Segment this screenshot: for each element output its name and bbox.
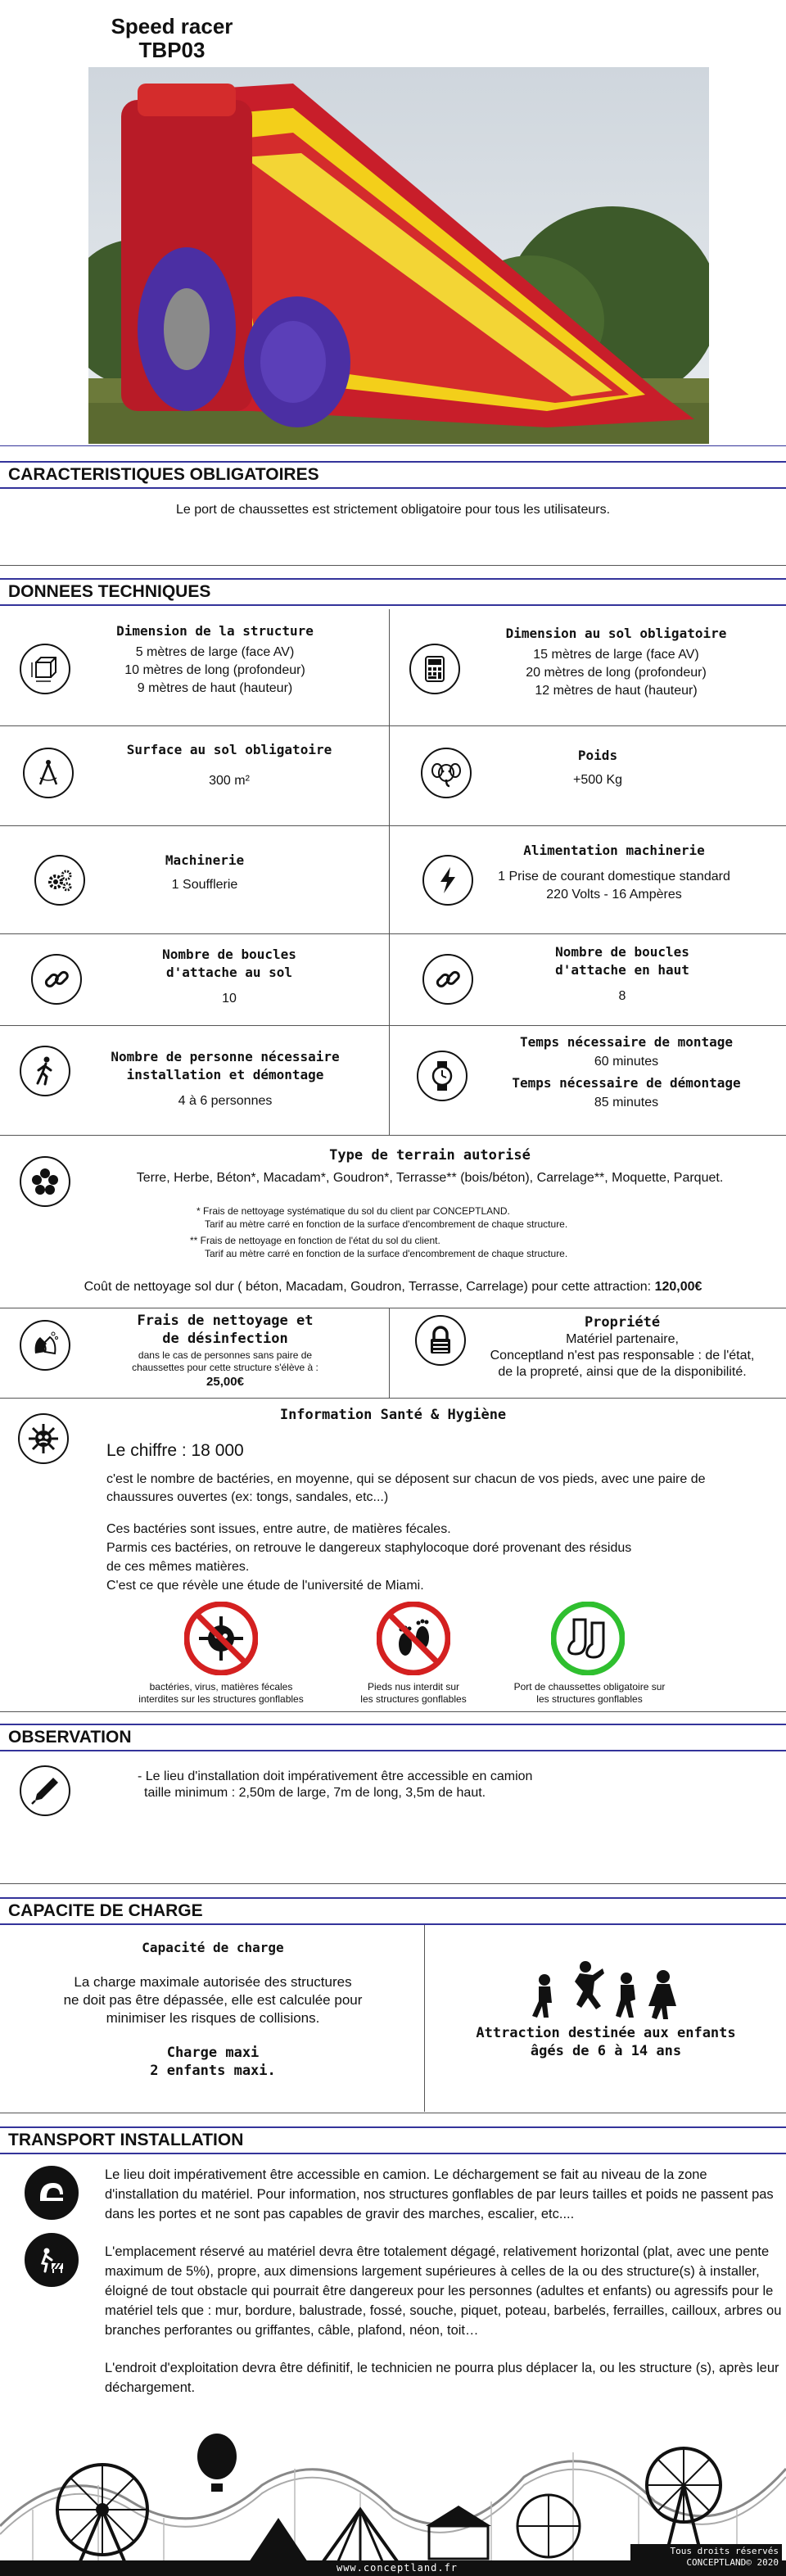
observation-line1: - Le lieu d'installation doit impérativement être accessible en camion <box>138 1769 533 1783</box>
divider <box>389 825 390 933</box>
sign1-caption <box>106 1681 336 1706</box>
product-title: Speed racer TBP03 <box>111 14 233 62</box>
copyright-line2: CONCEPTLAND© 2020 <box>686 2557 779 2568</box>
lightning-icon <box>422 855 473 906</box>
desinfection-value: 25,00€ <box>206 1375 244 1389</box>
cleaning-cost-text: Coût de nettoyage sol dur ( béton, Macadam, Goudron, Terrasse, Carrelage) pour cette attraction: <box>84 1280 655 1294</box>
section-heading-capacite: CAPACITE DE CHARGE <box>0 1897 786 1925</box>
section-heading-transport: TRANSPORT INSTALLATION <box>0 2126 786 2154</box>
montage-title: Temps nécessaire de montage <box>519 1034 734 1050</box>
elephant-icon <box>421 748 472 798</box>
boucles-sol-title-line2: d'attache au sol <box>165 965 293 980</box>
section-heading-donnees: DONNEES TECHNIQUES <box>0 578 786 606</box>
dimension-sol-length: 20 mètres de long (profondeur) <box>526 666 707 680</box>
compass-icon <box>23 748 74 798</box>
divider <box>424 1925 425 2112</box>
kids-age-line2: âgés de 6 à 14 ans <box>530 2043 682 2059</box>
section-heading-caracteristiques: CARACTERISTIQUES OBLIGATOIRES <box>0 461 786 489</box>
surface-value: 300 m² <box>209 774 250 788</box>
hygiene-paragraph2 <box>106 1520 737 1595</box>
machinerie-title: Machinerie <box>165 852 245 868</box>
boucles-haut-value: 8 <box>618 989 626 1003</box>
no-bare-feet-sign <box>377 1602 450 1675</box>
terrain-note1: * Frais de nettoyage systématique du sol du client par CONCEPTLAND. <box>196 1205 510 1217</box>
demontage-value: 85 minutes <box>594 1096 659 1109</box>
desinfection-title-line2: de désinfection <box>162 1331 288 1347</box>
surface-title: Surface au sol obligatoire <box>126 742 332 757</box>
divider <box>389 1025 390 1135</box>
chain-link-icon <box>31 954 82 1005</box>
divider <box>389 609 390 725</box>
boucles-sol-value: 10 <box>222 992 237 1006</box>
alimentation-block <box>483 842 745 904</box>
boucles-haut-title-line1: Nombre de boucles <box>555 944 689 960</box>
divider <box>389 725 390 825</box>
demontage-title: Temps nécessaire de démontage <box>512 1075 741 1091</box>
divider <box>0 1883 786 1884</box>
observation-line2: taille minimum : 2,50m de large, 7m de long, 3,5m de haut. <box>144 1786 486 1800</box>
capacite-line3: minimiser les risques de collisions. <box>106 2010 320 2026</box>
montage-block <box>491 1033 761 1112</box>
terrain-notes <box>190 1204 655 1260</box>
dimension-structure-height: 9 mètres de haut (hauteur) <box>137 681 293 695</box>
copyright <box>630 2544 782 2570</box>
terrain-title: Type de terrain autorisé <box>329 1147 531 1164</box>
section-heading-observation: OBSERVATION <box>0 1724 786 1751</box>
divider <box>0 725 786 726</box>
alimentation-title: Alimentation machinerie <box>523 843 705 858</box>
watch-icon <box>417 1051 468 1101</box>
divider <box>0 1711 786 1712</box>
capacite-line1: La charge maximale autorisée des structures <box>74 1974 352 1990</box>
dimension-structure-length: 10 mètres de long (profondeur) <box>124 663 305 677</box>
header <box>0 0 786 446</box>
surface-block <box>98 741 360 790</box>
hygiene-figure: Le chiffre : 18 000 <box>106 1441 244 1460</box>
dimension-sol-title: Dimension au sol obligatoire <box>505 626 727 641</box>
road-work-icon <box>25 2233 79 2287</box>
sign3-caption-line2: les structures gonflables <box>536 1693 643 1705</box>
boucles-haut-title-line2: d'attache en haut <box>555 962 689 978</box>
transport-paragraph1: Le lieu doit impérativement être accessible en camion. Le déchargement se fait au niveau de la zone d'installation du matériel. Pour information, nos structures gonflables de par leurs tailles et poids ne passent pas dans les portes et ne sont pas capables de gravir des marches, escalier, etc.... <box>105 2167 774 2221</box>
helmet-icon <box>25 2166 79 2220</box>
transport-paragraph3: L'endroit d'exploitation devra être définitif, le technicien ne pourra plus déplacer la, ou les structure (s), après leur déchargement. <box>105 2361 779 2395</box>
desinfection-text-line2: chaussettes pour cette structure s'élève à : <box>132 1362 318 1373</box>
divider <box>0 565 786 566</box>
walking-person-icon <box>20 1046 70 1096</box>
desinfection-text-line1: dans le cas de personnes sans paire de <box>138 1349 313 1361</box>
divider <box>389 1308 390 1398</box>
sign3-caption <box>483 1681 696 1706</box>
propriete-line1: Matériel partenaire, <box>566 1332 679 1346</box>
kids-age-text <box>442 2024 770 2060</box>
transport-paragraph2: L'emplacement réservé au matériel devra être totalement dégagé, relativement horizontal (plat, avec une pente maximum de 5%), propre, aux dimensions largement supérieures à celles de la ou des structure(s) à installer, éloigné de tout obstacle qui pourrait être dangereux pour les personnes (adultes et enfants) ou agressifs pour le matériel tels que : mur, bordure, balustrade, fossé, souche, piquet, poteau, barbelés, ferrailles, cailloux, arbres ou branches perforantes ou griffantes, câble, plafond, néon, toit… <box>105 2244 782 2338</box>
capacite-block <box>33 1939 393 2080</box>
cube-dimension-icon <box>20 644 70 694</box>
washing-hands-icon <box>20 1320 70 1371</box>
dimension-sol-height: 12 mètres de haut (hauteur) <box>535 684 698 698</box>
desinfection-title-line1: Frais de nettoyage et <box>137 1313 314 1329</box>
divider <box>0 1025 786 1026</box>
kids-age-line1: Attraction destinée aux enfants <box>476 2025 736 2041</box>
propriete-line2: Conceptland n'est pas responsable : de l'état, <box>490 1349 755 1363</box>
copyright-line1: Tous droits réservés <box>670 2546 779 2556</box>
terrain-note2: ** Frais de nettoyage en fonction de l'état du sol du client. <box>190 1235 440 1246</box>
divider <box>0 825 786 826</box>
chain-link-icon <box>422 954 473 1005</box>
padlock-icon <box>415 1315 466 1366</box>
cleaning-cost <box>0 1280 786 1295</box>
personnes-title-line2: installation et démontage <box>126 1067 324 1082</box>
poids-block <box>475 747 720 789</box>
montage-value: 60 minutes <box>594 1055 659 1069</box>
sign2-caption <box>315 1681 512 1706</box>
boucles-sol-block <box>106 946 352 1008</box>
personnes-value: 4 à 6 personnes <box>178 1094 273 1108</box>
boucles-haut-block <box>499 943 745 1006</box>
alimentation-voltage: 220 Volts - 16 Ampères <box>546 888 682 902</box>
no-bacteria-sign <box>184 1602 258 1675</box>
gears-icon <box>34 855 85 906</box>
sign1-caption-line2: interdites sur les structures gonflables <box>138 1693 304 1705</box>
poids-value: +500 Kg <box>572 773 623 787</box>
boucles-sol-title-line1: Nombre de boucles <box>162 947 296 962</box>
socks-mandatory-text: Le port de chaussettes est strictement obligatoire pour tous les utilisateurs. <box>175 503 611 517</box>
hygiene-p2-line2: Parmis ces bactéries, on retrouve le dangereux staphylocoque doré provenant des résidus <box>106 1541 632 1555</box>
propriete-block <box>471 1313 774 1381</box>
hygiene-title: Information Santé & Hygiène <box>279 1407 507 1423</box>
hygiene-paragraph1: c'est le nombre de bactéries, en moyenne, qui se déposent sur chacun de vos pieds, avec une paire de chaussures ouvertes (ex: tongs, sandales, etc...) <box>106 1472 706 1504</box>
charge-max-value: 2 enfants maxi. <box>150 2063 276 2079</box>
calculator-icon <box>409 644 460 694</box>
website-link[interactable]: www.conceptland.fr <box>336 2562 458 2574</box>
alimentation-plug: 1 Prise de courant domestique standard <box>498 870 730 884</box>
personnes-title-line1: Nombre de personne nécessaire <box>111 1049 340 1064</box>
observation-text <box>138 1769 711 1801</box>
hygiene-p2-line1: Ces bactéries sont issues, entre autre, de matières fécales. <box>106 1522 451 1536</box>
pen-icon <box>20 1765 70 1816</box>
machinerie-block <box>106 852 303 894</box>
footer <box>0 2428 786 2576</box>
socks-required-sign <box>551 1602 625 1675</box>
propriete-line3: de la propreté, ainsi que de la disponibilité. <box>498 1365 747 1379</box>
kids-silhouettes <box>524 1957 688 2022</box>
cleaning-cost-value: 120,00€ <box>654 1280 702 1294</box>
charge-max-label: Charge maxi <box>166 2045 260 2061</box>
hygiene-p2-line3: de ces mêmes matières. <box>106 1560 250 1574</box>
personnes-block <box>90 1048 360 1110</box>
propriete-title: Propriété <box>584 1314 661 1331</box>
divider <box>389 933 390 1025</box>
flower-icon <box>20 1156 70 1207</box>
dimension-structure-block <box>74 622 356 698</box>
transport-text <box>105 2165 784 2397</box>
divider <box>0 933 786 934</box>
dimension-sol-block <box>471 625 761 700</box>
dimension-structure-title: Dimension de la structure <box>116 623 314 639</box>
dimension-sol-width: 15 mètres de large (face AV) <box>533 648 699 662</box>
terrain-note2-detail: Tarif au mètre carré en fonction de la surface d'encombrement de chaque structure. <box>205 1248 568 1259</box>
desinfection-block <box>86 1312 364 1390</box>
capacite-line2: ne doit pas être dépassée, elle est calculée pour <box>63 1992 363 2008</box>
product-photo <box>88 67 709 444</box>
capacite-title: Capacité de charge <box>142 1940 284 1955</box>
sign2-caption-line1: Pieds nus interdit sur <box>367 1681 460 1692</box>
divider <box>0 1398 786 1399</box>
poids-title: Poids <box>577 748 618 763</box>
terrain-note1-detail: Tarif au mètre carré en fonction de la surface d'encombrement de chaque structure. <box>205 1218 568 1230</box>
terrain-block <box>82 1146 778 1187</box>
sign3-caption-line1: Port de chaussettes obligatoire sur <box>513 1681 666 1692</box>
machinerie-value: 1 Soufflerie <box>171 878 238 892</box>
hygiene-p2-line4: C'est ce que révèle une étude de l'université de Miami. <box>106 1579 424 1593</box>
sign2-caption-line2: les structures gonflables <box>360 1693 467 1705</box>
divider <box>0 1135 786 1136</box>
terrain-types: Terre, Herbe, Béton*, Macadam*, Goudron*, Terrasse** (bois/béton), Carrelage**, Moquette, Parquet. <box>136 1171 724 1185</box>
dimension-structure-width: 5 mètres de large (face AV) <box>135 645 295 659</box>
sign1-caption-line1: bactéries, virus, matières fécales <box>149 1681 293 1692</box>
